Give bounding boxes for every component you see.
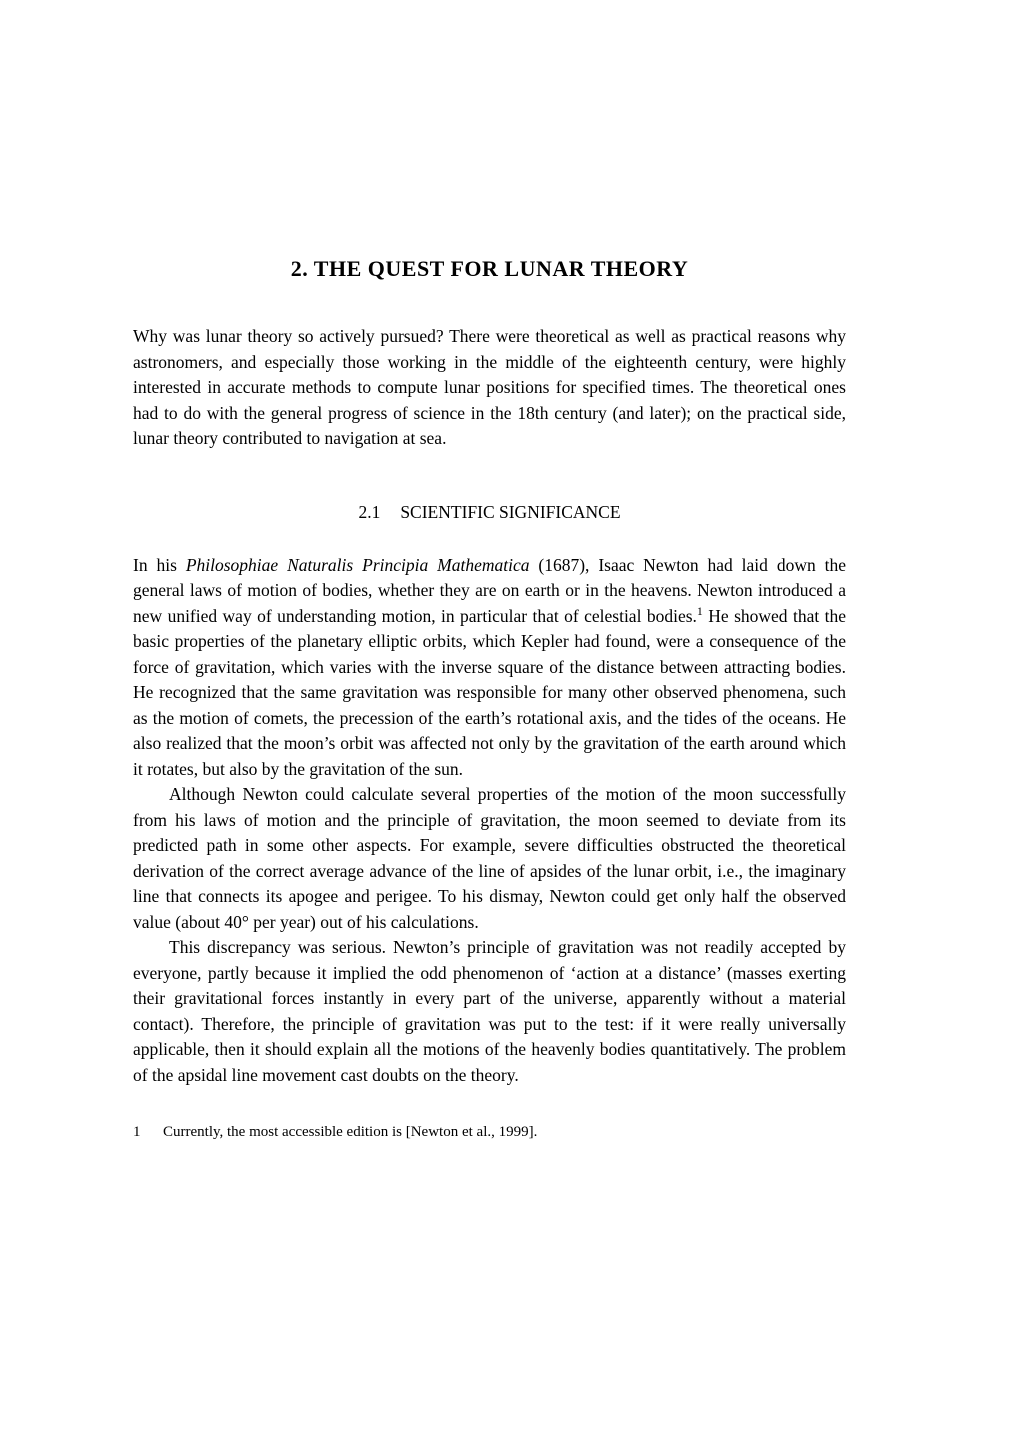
text-run: He showed that the basic properties of the planetary elliptic orbits, which Kepler had found, were a consequence of the force of gravitation, which varies with the inverse square of the distance between attracting bodies. He recognized that the same gravitation was responsible for many other observed phenomena, such as the motion of comets, the precession of the earth’s rotational axis, and the tides of the oceans. He also realized that the moon’s orbit was affected not only by the gravitation of the earth around which it rotates, but also by the gravitation of the sun. [133, 605, 846, 779]
paragraph [133, 324, 846, 452]
section-label: SCIENTIFIC SIGNIFICANCE [400, 501, 621, 522]
section-number: 2.1 [358, 501, 381, 522]
text-run: (1687), Isaac Newton had laid down the general laws of motion of bodies, whether they are on earth or in the heavens. Newton introduced a new unified way of understanding motion, in particular that of celestial bodies. [133, 554, 846, 626]
paragraph [133, 935, 846, 1088]
section-paragraphs [133, 553, 846, 1089]
intro-paragraphs [133, 324, 846, 452]
footnote [133, 1122, 846, 1143]
paragraph [133, 553, 846, 783]
text-run: Although Newton could calculate several properties of the motion of the moon successfully from his laws of motion and the principle of gravitation, the moon seemed to deviate from its predicted path in some other aspects. For example, severe difficulties obstructed the theoretical derivation of the correct average advance of the line of apsides of the lunar orbit, i.e., the imaginary line that connects its apogee and perigee. To his dismay, Newton could get only half the observed value (about 40° per year) out of his calculations. [133, 784, 846, 932]
text-run: Why was lunar theory so actively pursued? There were theoretical as well as practical reasons why astronomers, and especially those working in the middle of the eighteenth century, were highly interested in accurate methods to compute lunar positions for specified times. The theoretical ones had to do with the general progress of science in the 18th century (and later); on the practical side, lunar theory contributed to navigation at sea. [133, 326, 846, 449]
text-run: In his [133, 554, 186, 575]
superscript: 1 [696, 604, 703, 619]
text-run: This discrepancy was serious. Newton’s principle of gravitation was not readily accepted by everyone, partly because it implied the odd phenomenon of ‘action at a distance’ (masses exerting their gravitational forces instantly in every part of the universe, apparently without a material contact). Therefore, the principle of gravitation was put to the test: if it were really universally applicable, then it should explain all the motions of the heavenly bodies quantitatively. The problem of the apsidal line movement cast doubts on the theory. [133, 937, 846, 1085]
section-heading [133, 502, 846, 523]
paragraph [133, 782, 846, 935]
chapter-title: 2. THE QUEST FOR LUNAR THEORY [290, 256, 689, 281]
text-run: Philosophiae Naturalis Principia Mathematica [185, 554, 530, 575]
footnote-marker: 1 [133, 1124, 141, 1141]
footnote-text: Currently, the most accessible edition is [Newton et al., 1999]. [163, 1124, 538, 1141]
text-column [133, 0, 846, 1143]
